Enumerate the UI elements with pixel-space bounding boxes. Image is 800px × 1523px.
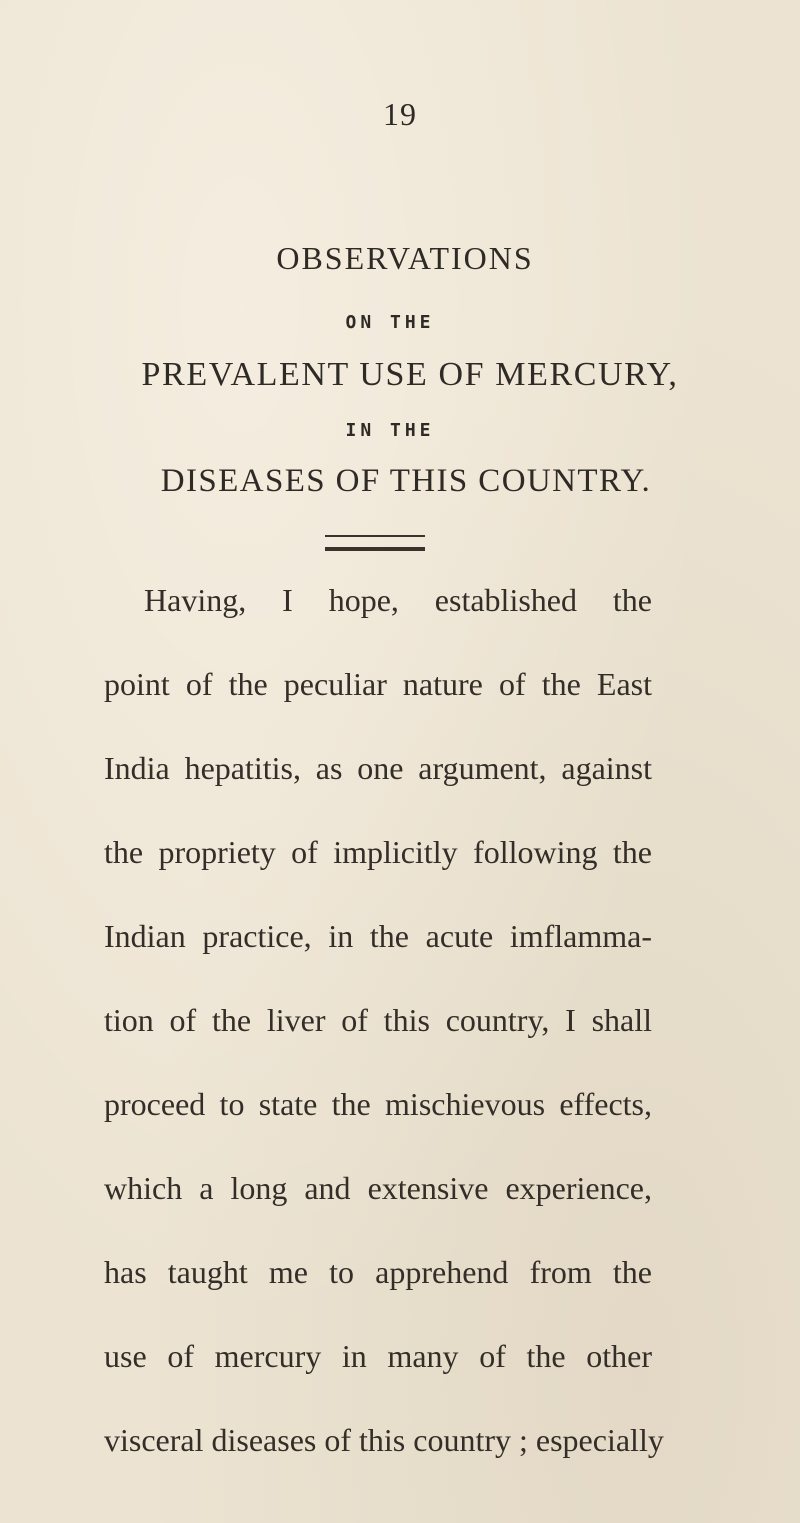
title-in-the: IN THE <box>345 420 435 441</box>
text-line: tion of the liver of this country, I shall <box>104 1002 652 1038</box>
text-line: Indian practice, in the acute imflamma- <box>104 918 652 954</box>
text-line: point of the peculiar nature of the East <box>104 666 652 702</box>
text-line: visceral diseases of this country ; especially <box>104 1422 664 1458</box>
text-line: India hepatitis, as one argument, against <box>104 750 652 786</box>
text-line: use of mercury in many of the other <box>104 1338 652 1374</box>
divider-thin <box>325 535 425 537</box>
title-prevalent-use: PREVALENT USE OF MERCURY, <box>141 356 679 393</box>
page-number: 19 <box>383 96 417 132</box>
text-line: the propriety of implicitly following the <box>104 834 652 870</box>
text-line: has taught me to apprehend from the <box>104 1254 652 1290</box>
title-diseases: DISEASES OF THIS COUNTRY. <box>160 463 652 499</box>
divider-thick <box>325 547 425 551</box>
title-observations: OBSERVATIONS <box>276 240 534 276</box>
text-line: proceed to state the mischievous effects, <box>104 1086 652 1122</box>
title-on-the: ON THE <box>345 312 435 333</box>
text-line: Having, I hope, established the <box>144 582 652 618</box>
text-line: which a long and extensive experience, <box>104 1170 652 1206</box>
